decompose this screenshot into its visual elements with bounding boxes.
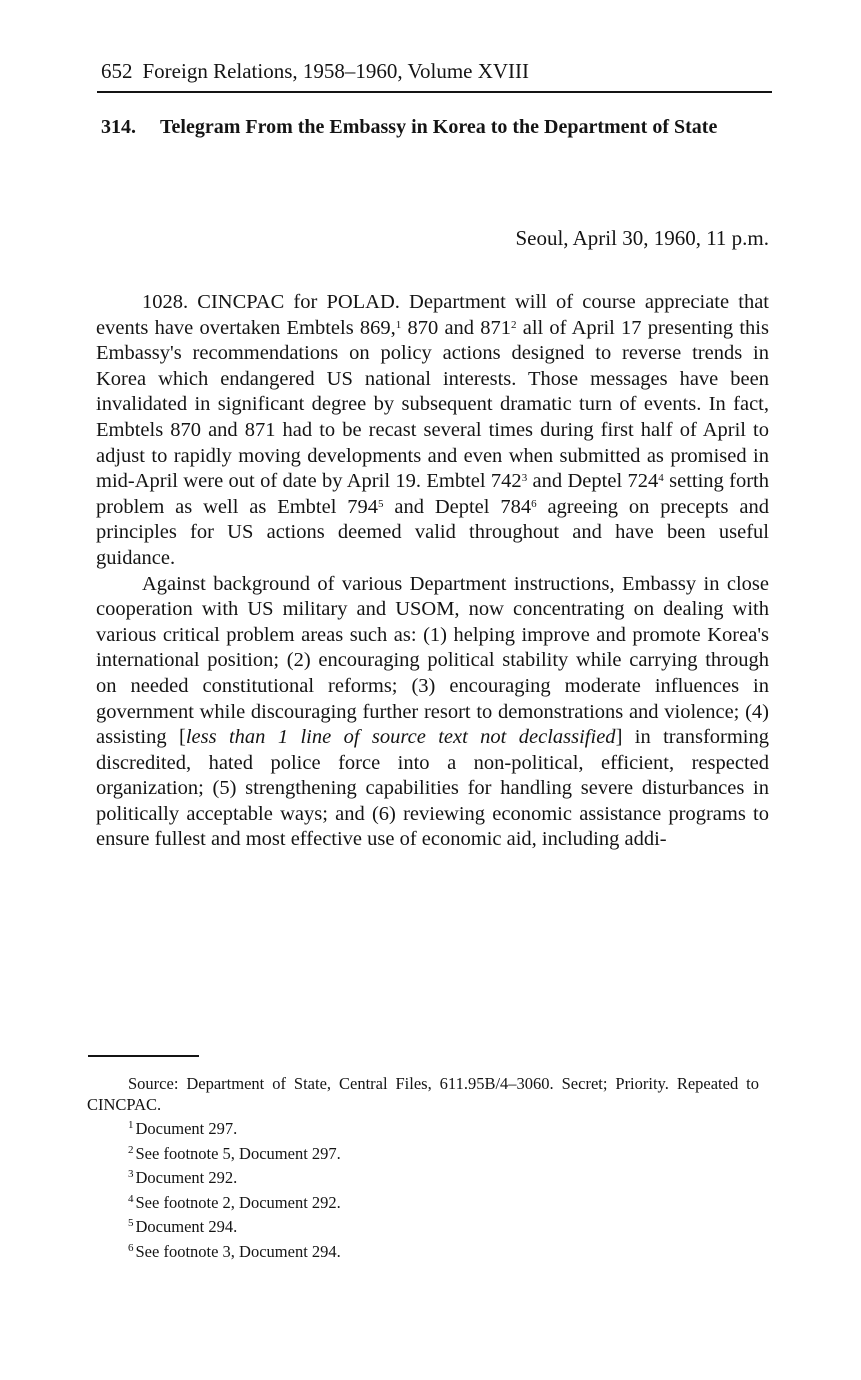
footnote-ref-3: 3 <box>521 472 528 485</box>
series-title: Foreign Relations, 1958–1960, Volume XVIII <box>142 59 530 83</box>
source-note: Source: Department of State, Central Files, 611.95B/4–3060. Secret; Priority. Repeated to CINCPAC. <box>87 1074 759 1114</box>
telegram-body <box>96 290 769 853</box>
footnote-item <box>128 1143 759 1165</box>
text-run: and Deptel 724 <box>527 470 659 493</box>
footnote-text: Document 292. <box>135 1168 238 1187</box>
text-run: agreeing on precepts and principles for US actions deemed valid throughout and have been useful guidance. <box>96 495 769 569</box>
document-number: 314. <box>101 116 136 138</box>
footnote-rule <box>88 1055 199 1057</box>
footnote-ref-6: 6 <box>531 497 537 510</box>
footnote-mark: 2 <box>128 1143 134 1156</box>
footnote-mark: 1 <box>128 1119 134 1131</box>
footnote-text: See footnote 3, Document 294. <box>135 1241 341 1261</box>
document-heading <box>101 116 761 139</box>
footnote-mark: 5 <box>128 1217 134 1229</box>
page-number: 652 <box>101 59 133 83</box>
text-run: Against background of various Department instructions, Embassy in close cooperation with US military and USOM, now concentrating on dealing with various critical problem areas such as: (1) helping improve and promote Korea's international position; (2) encouraging political stability while carrying through on needed constitutional reforms; (3) encouraging moderate influences in government while discouraging further resort to demonstrations and violence; (4) assisting [ <box>96 572 769 749</box>
text-run: and Deptel 784 <box>383 495 532 518</box>
footnote-ref-1: 1 <box>395 318 402 331</box>
text-run: 870 and 871 <box>401 316 512 339</box>
footnote-item <box>128 1241 759 1263</box>
text-run: 1028. CINCPAC for POLAD. Department will of course appreciate that events have overtaken Embtels 869, <box>96 291 769 339</box>
footnote-ref-2: 2 <box>511 318 517 331</box>
body-paragraph-1 <box>96 290 769 572</box>
footnote-item <box>128 1167 759 1189</box>
body-paragraph-2 <box>96 572 769 854</box>
footnote-mark: 4 <box>128 1192 134 1205</box>
footnote-item <box>128 1216 759 1238</box>
footnote-text: Document 297. <box>135 1119 238 1138</box>
running-head <box>101 56 771 86</box>
footnote-mark: 3 <box>128 1168 134 1180</box>
document-title: Telegram From the Embassy in Korea to the Department of State <box>160 116 718 138</box>
footnote-text: See footnote 2, Document 292. <box>135 1192 341 1212</box>
footnote-text: Document 294. <box>135 1217 238 1236</box>
editorial-note: less than 1 line of source text not declassified <box>185 726 616 749</box>
footnote-item <box>128 1118 759 1140</box>
footnote-ref-4: 4 <box>658 472 664 485</box>
text-run: ] in transforming discredited, hated police force into a non-political, efficient, respected organization; (5) strengthening capabilities for handling severe disturbances in politically acceptable ways; and (6) reviewing economic assistance programs to ensure fullest and most effective use of economic aid, including addi- <box>96 726 770 851</box>
footnote-mark: 6 <box>128 1241 134 1254</box>
dateline: Seoul, April 30, 1960, 11 p.m. <box>515 226 769 250</box>
text-run: all of April 17 presenting this Embassy's recommendations on policy actions designed to reverse trends in Korea which endangered US national interests. Those messages have been invalidated in significant degree by subsequent dramatic turn of events. In fact, Embtels 870 and 871 had to be recast several times during first half of April to adjust to rapidly moving developments and even when submitted as promised in mid-April were out of date by April 19. Embtel 742 <box>96 316 769 493</box>
header-rule <box>97 91 772 93</box>
footnotes <box>87 1073 759 1262</box>
footnote-text: See footnote 5, Document 297. <box>135 1143 341 1163</box>
footnote-ref-5: 5 <box>378 497 384 510</box>
footnote-item <box>128 1192 759 1214</box>
text-run: setting forth problem as well as Embtel 794 <box>96 470 769 518</box>
